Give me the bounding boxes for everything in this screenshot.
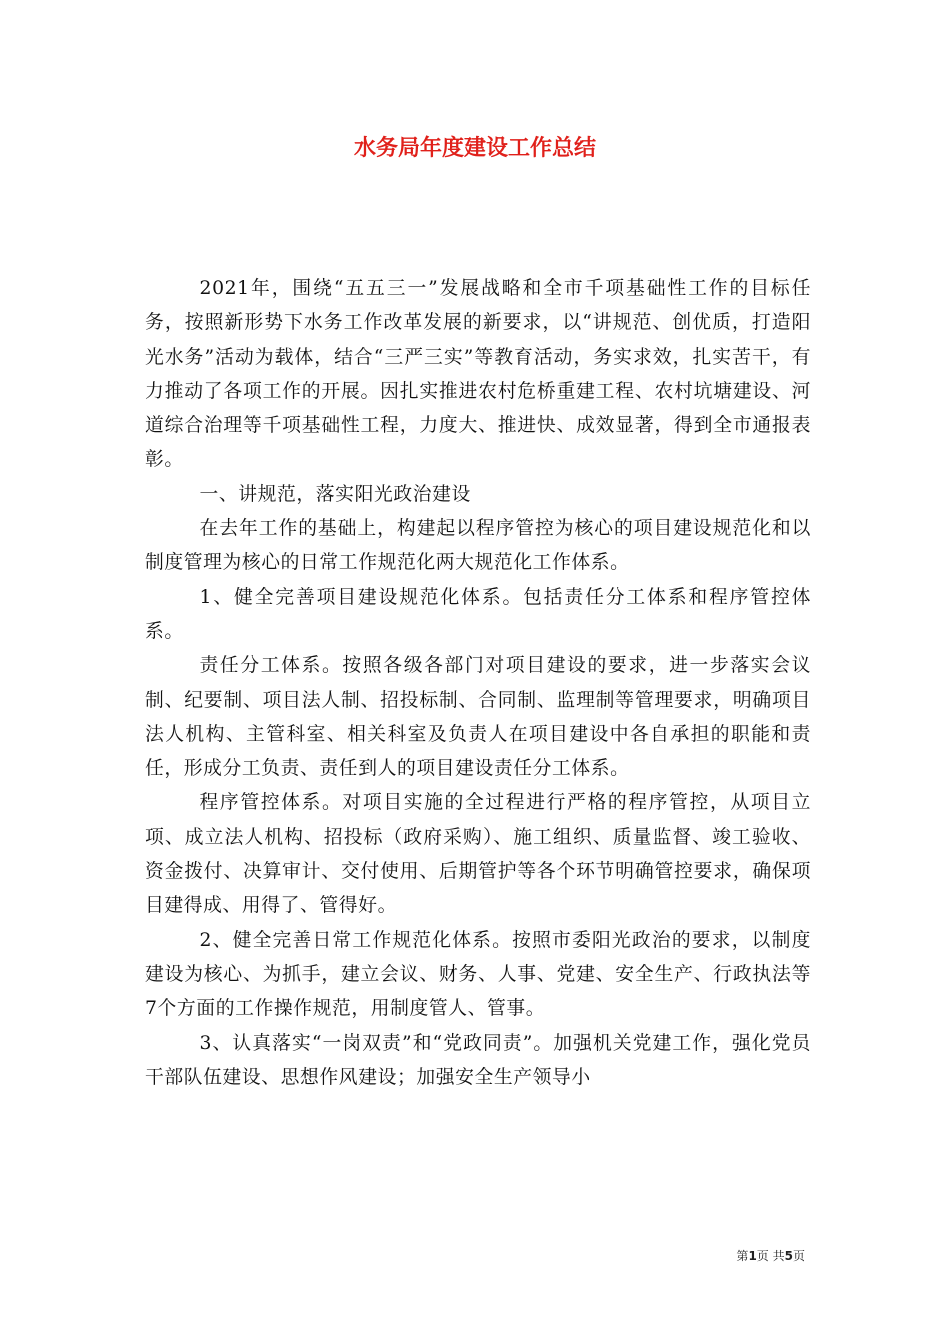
paragraph-item-3: 3、认真落实“一岗双责”和“党政同责”。加强机关党建工作，强化党员干部队伍建设、思想作风建设；加强安全生产领导小 [145,1032,811,1088]
paragraph-item-2: 2、健全完善日常工作规范化体系。按照市委阳光政治的要求，以制度建设为核心、为抓手，建立会议、财务、人事、党建、安全生产、行政执法等7个方面的工作操作规范，用制度管人、管事。 [145,929,811,1020]
section-heading-1: 一、讲规范，落实阳光政治建设 [199,483,471,505]
paragraph-section-1-intro: 在去年工作的基础上，构建起以程序管控为核心的项目建设规范化和以制度管理为核心的日常工作规范化两大规范化工作体系。 [145,518,811,574]
paragraph-item-1: 1、健全完善项目建设规范化体系。包括责任分工体系和程序管控体系。 [145,586,811,642]
footer-suffix: 页 [792,1249,805,1263]
document-body [145,272,811,1095]
footer-prefix: 第 [736,1249,749,1263]
total-page-count: 5 [784,1249,793,1263]
footer-middle: 页 共 [756,1249,785,1263]
current-page-number: 1 [748,1249,757,1263]
paragraph-procedure-system: 程序管控体系。对项目实施的全过程进行严格的程序管控，从项目立项、成立法人机构、招投标（政府采购）、施工组织、质量监督、竣工验收、资金拨付、决算审计、交付使用、后期管护等各个环节明确管控要求，确保项目建得成、用得了、管得好。 [145,792,811,917]
paragraph-intro: 2021年，围绕“五五三一”发展战略和全市千项基础性工作的目标任务，按照新形势下水务工作改革发展的新要求，以“讲规范、创优质，打造阳光水务”活动为载体，结合“三严三实”等教育活动，务实求效，扎实苦干，有力推动了各项工作的开展。因扎实推进农村危桥重建工程、农村坑塘建设、河道综合治理等千项基础性工程，力度大、推进快、成效显著，得到全市通报表彰。 [145,278,811,471]
document-title: 水务局年度建设工作总结 [353,136,596,161]
paragraph-responsibility-system: 责任分工体系。按照各级各部门对项目建设的要求，进一步落实会议制、纪要制、项目法人制、招投标制、合同制、监理制等管理要求，明确项目法人机构、主管科室、相关科室及负责人在项目建设中各自承担的职能和责任，形成分工负责、责任到人的项目建设责任分工体系。 [145,655,811,780]
page-footer [736,1248,805,1264]
